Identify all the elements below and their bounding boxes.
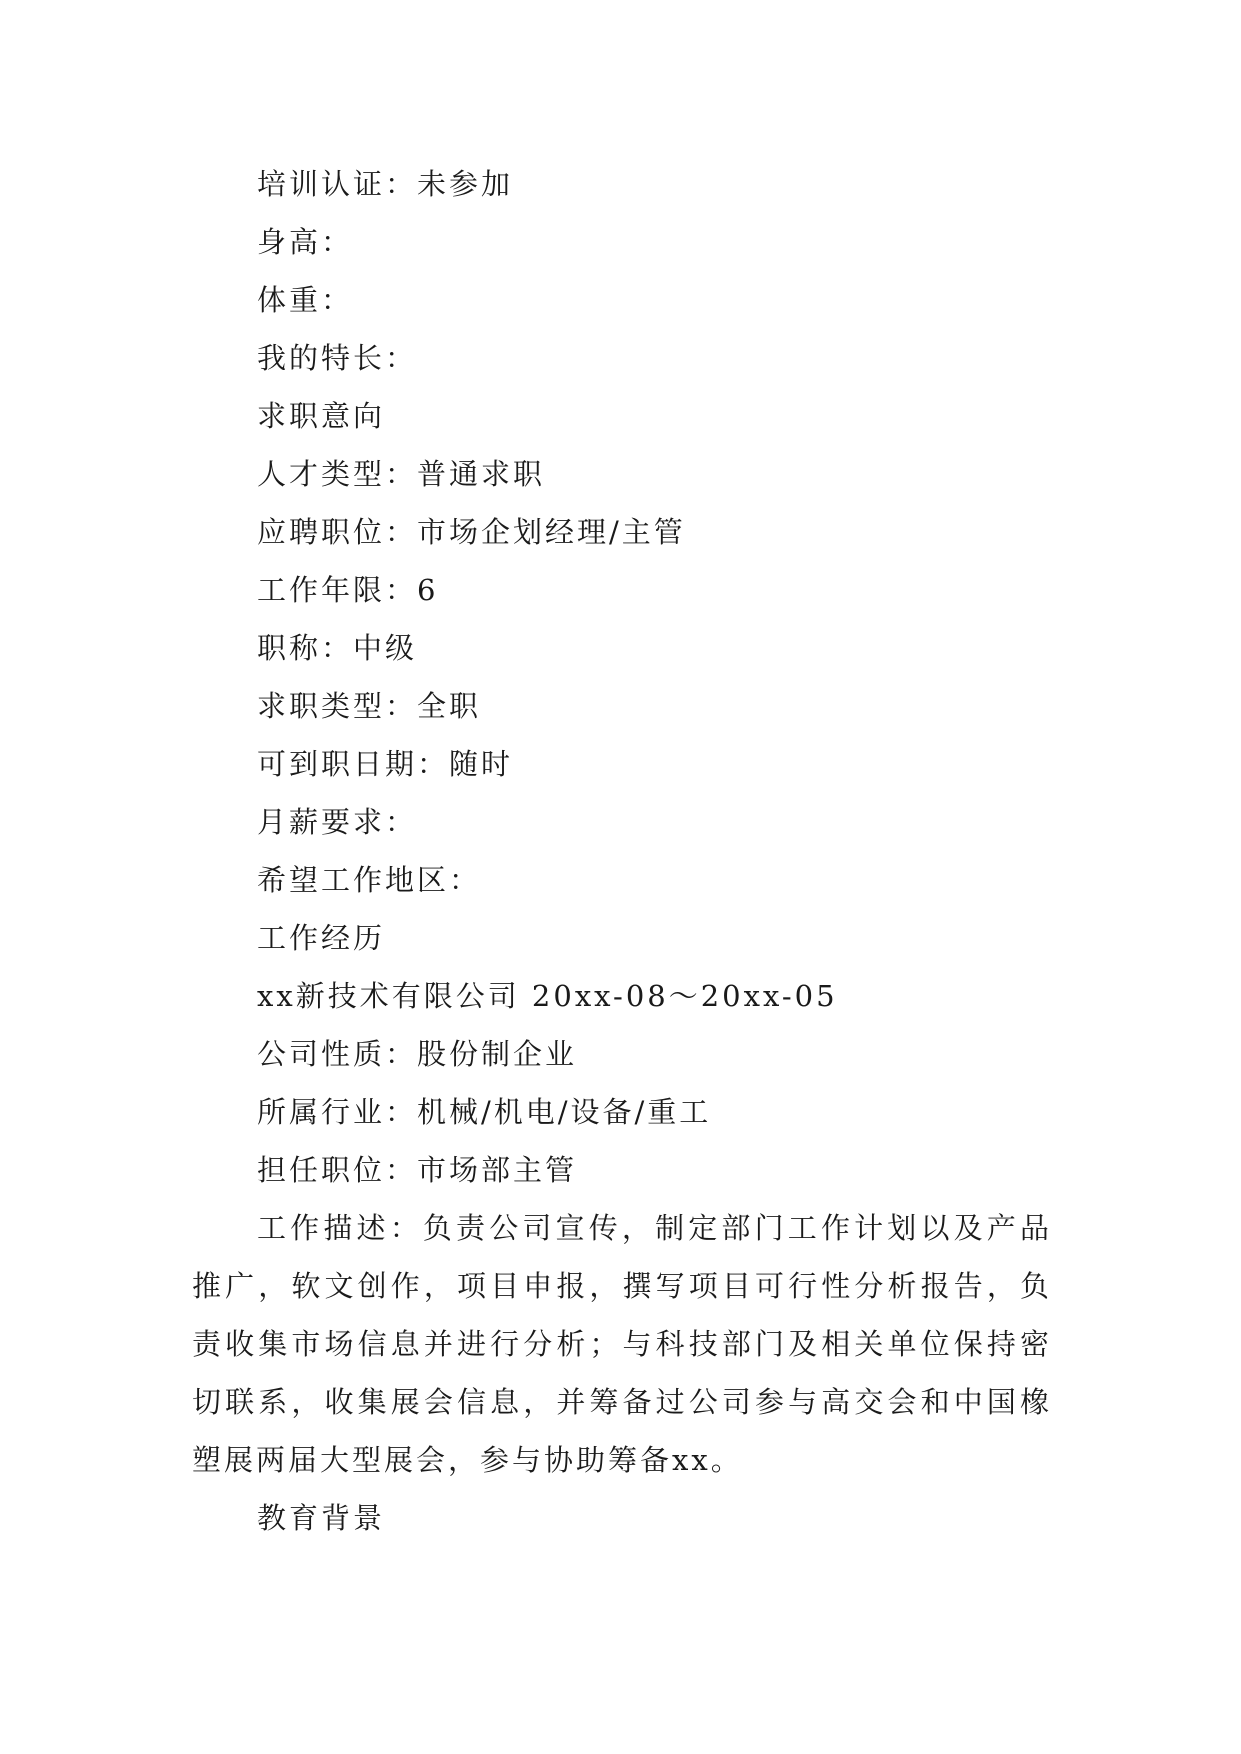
job-type-line: 求职类型：全职 (257, 689, 482, 723)
industry-line: 所属行业：机械/机电/设备/重工 (257, 1095, 712, 1129)
work-description-paragraph: 工作描述：负责公司宣传，制定部门工作计划以及产品推广，软文创作，项目申报，撰写项目可行性分析报告，负责收集市场信息并进行分析；与科技部门及相关单位保持密切联系，收集展会信息，并筹备过公司参与高交会和中国橡塑展两届大型展会，参与协助筹备xx。 (192, 1211, 1052, 1477)
company-nature-line: 公司性质：股份制企业 (257, 1037, 578, 1071)
talent-type-line: 人才类型：普通求职 (257, 457, 546, 491)
education-heading: 教育背景 (257, 1501, 386, 1535)
available-date-line: 可到职日期：随时 (257, 747, 514, 781)
weight-line: 体重： (257, 283, 354, 317)
work-experience-heading: 工作经历 (257, 921, 386, 955)
training-certification-line: 培训认证：未参加 (257, 167, 514, 201)
position-held-line: 担任职位：市场部主管 (257, 1153, 578, 1187)
height-line: 身高： (257, 225, 354, 259)
work-years-line: 工作年限：6 (257, 573, 439, 607)
salary-requirement-line: 月薪要求： (257, 805, 418, 839)
job-title-line: 职称：中级 (257, 631, 418, 665)
applied-position-line: 应聘职位：市场企划经理/主管 (257, 515, 686, 549)
specialty-line: 我的特长： (257, 341, 418, 375)
desired-region-line: 希望工作地区： (257, 863, 482, 897)
document-body (192, 155, 1052, 1547)
job-intention-heading: 求职意向 (257, 399, 386, 433)
company-period-line: xx新技术有限公司 20xx-08～20xx-05 (257, 979, 838, 1013)
